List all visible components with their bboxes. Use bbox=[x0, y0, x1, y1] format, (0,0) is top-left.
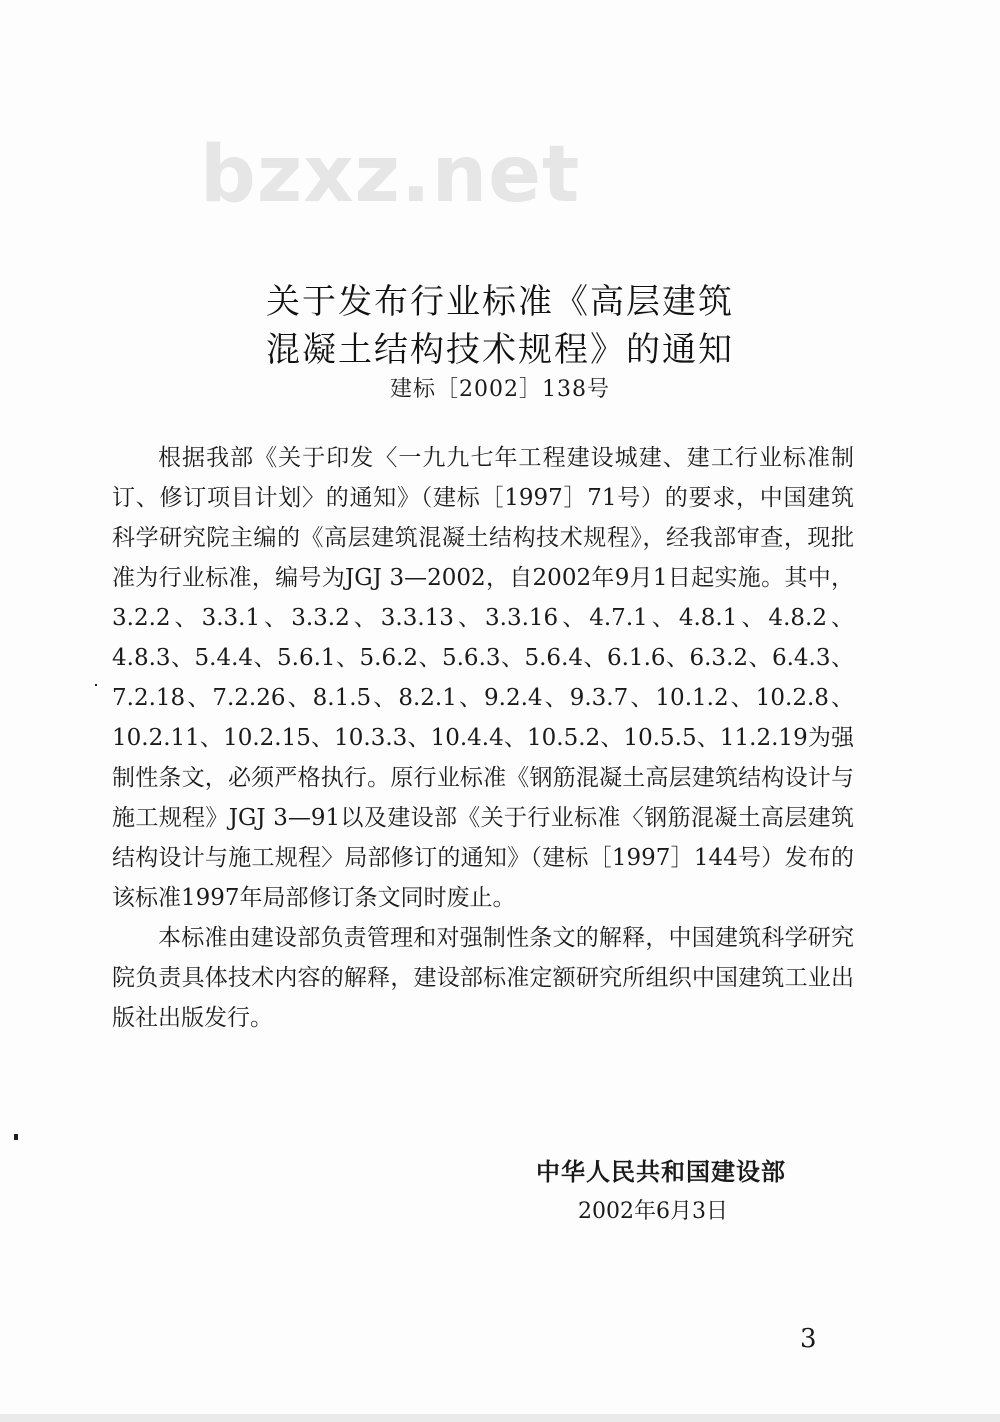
paragraph-1: 根据我部《关于印发〈一九九七年工程建设城建、建工行业标准制订、修订项目计划〉的通知》（建标［1997］71号）的要求，中国建筑科学研究院主编的《高层建筑混凝土结构技术规程》，经我部审查，现批准为行业标准，编号为JGJ 3—2002，自2002年9月1日起实施。其中，3.2.2、3.3.1、3.3.2、3.3.13、3.3.16、4.7.1、4.8.1、4.8.2、4.8.3、5.4.4、5.6.1、5.6.2、5.6.3、5.6.4、6.1.6、6.3.2、6.4.3、7.2.18、7.2.26、8.1.5、8.2.1、9.2.4、9.3.7、10.1.2、10.2.8、10.2.11、10.2.15、10.3.3、10.4.4、10.5.2、10.5.5、11.2.19为强制性条文，必须严格执行。原行业标准《钢筋混凝土高层建筑结构设计与施工规程》JGJ 3—91以及建设部《关于行业标准〈钢筋混凝土高层建筑结构设计与施工规程〉局部修订的通知》（建标［1997］144号）发布的该标准1997年局部修订条文同时废止。 bbox=[112, 445, 854, 911]
issue-date: 2002年6月3日 bbox=[578, 1199, 728, 1224]
title-line-2: 混凝土结构技术规程》的通知 bbox=[266, 330, 734, 370]
document-number: 建标［2002］138号 bbox=[390, 377, 610, 402]
scan-speck bbox=[95, 684, 97, 686]
notice-body bbox=[112, 438, 854, 1038]
watermark: bzxz.net bbox=[200, 130, 581, 220]
page-number: 3 bbox=[800, 1324, 817, 1354]
issuer-signature: 中华人民共和国建设部 bbox=[536, 1158, 786, 1186]
scan-speck bbox=[14, 1134, 18, 1140]
title-line-1: 关于发布行业标准《高层建筑 bbox=[266, 282, 734, 322]
scan-edge bbox=[0, 1414, 1000, 1422]
paragraph-2: 本标准由建设部负责管理和对强制性条文的解释，中国建筑科学研究院负责具体技术内容的解释，建设部标准定额研究所组织中国建筑工业出版社出版发行。 bbox=[112, 925, 854, 1031]
